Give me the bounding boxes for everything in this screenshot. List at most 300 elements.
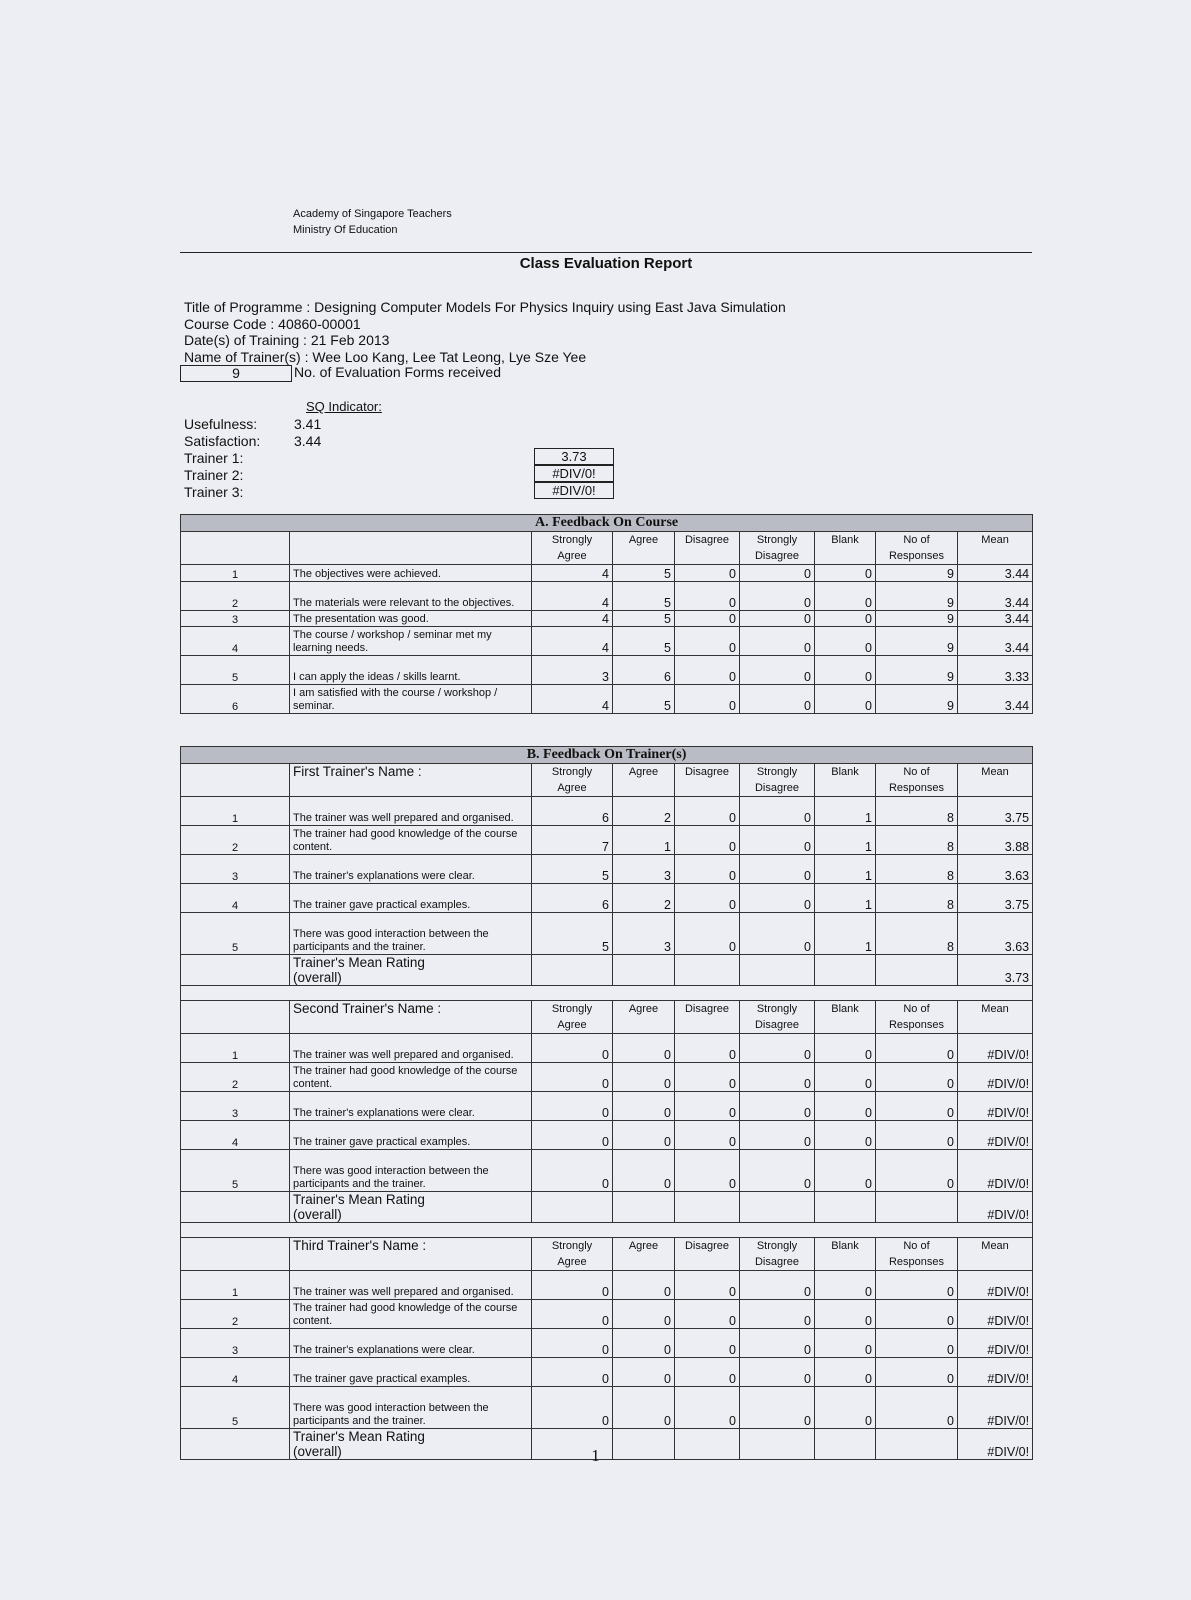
empty-cell	[740, 1192, 815, 1223]
header-divider	[180, 252, 1032, 253]
mean-rating-label-line: (overall)	[293, 1207, 342, 1222]
blank-value: 0	[815, 1150, 876, 1192]
agree-value: 0	[613, 1271, 675, 1300]
table-row	[181, 1271, 1033, 1300]
statement-cell: The objectives were achieved.	[290, 565, 532, 582]
row-number: 3	[181, 1329, 290, 1358]
mean-value: #DIV/0!	[958, 1387, 1033, 1429]
strongly-agree-value: 5	[532, 855, 613, 884]
blank-value: 0	[815, 611, 876, 627]
col-header-line: Agree	[628, 766, 659, 778]
disagree-value: 0	[675, 1329, 740, 1358]
row-number: 4	[181, 627, 290, 656]
blank-value: 0	[815, 1092, 876, 1121]
col-header-line: Responses	[888, 782, 945, 794]
strongly-agree-value: 5	[532, 913, 613, 955]
strongly-disagree-value: 0	[740, 627, 815, 656]
strongly-disagree-value: 0	[740, 685, 815, 714]
col-header-line: Blank	[831, 534, 859, 546]
strongly-disagree-value: 0	[740, 1358, 815, 1387]
trainer3-score: #DIV/0!	[534, 482, 614, 499]
row-number: 2	[181, 1300, 290, 1329]
mean-value: #DIV/0!	[958, 1300, 1033, 1329]
col-header-line: Agree	[557, 1019, 587, 1031]
mean-value: #DIV/0!	[958, 1329, 1033, 1358]
row-number: 1	[181, 797, 290, 826]
mean-value: #DIV/0!	[958, 1358, 1033, 1387]
strongly-agree-value: 0	[532, 1121, 613, 1150]
strongly-agree-value: 0	[532, 1271, 613, 1300]
third-trainer-col-header-agree	[613, 1238, 675, 1271]
blank-value: 1	[815, 826, 876, 855]
course-header-label-cell	[290, 532, 532, 565]
mean-value: #DIV/0!	[958, 1271, 1033, 1300]
mean-value: 3.44	[958, 611, 1033, 627]
agree-value: 1	[613, 826, 675, 855]
mean-value: 3.63	[958, 855, 1033, 884]
responses-value: 0	[876, 1063, 958, 1092]
mean-rating-label-line: (overall)	[293, 970, 342, 985]
usefulness-value: 3.41	[294, 416, 322, 432]
col-header-line: Disagree	[684, 1003, 730, 1015]
org-name: Academy of Singapore Teachers	[293, 208, 452, 220]
table-row	[181, 685, 1033, 714]
col-header-line: Agree	[557, 782, 587, 794]
agree-value: 0	[613, 1329, 675, 1358]
empty-cell	[815, 955, 876, 986]
third-trainer-column-header-row	[181, 1238, 1033, 1271]
agree-value: 0	[613, 1034, 675, 1063]
strongly-disagree-value: 0	[740, 797, 815, 826]
responses-value: 0	[876, 1387, 958, 1429]
disagree-value: 0	[675, 826, 740, 855]
third-trainer-header-index-cell	[181, 1238, 290, 1271]
col-header-line: Strongly	[756, 1003, 798, 1015]
statement-cell: The trainer's explanations were clear.	[290, 1329, 532, 1358]
empty-cell	[613, 955, 675, 986]
usefulness-indicator	[184, 416, 322, 432]
col-header-line: Blank	[831, 766, 859, 778]
mean-value: 3.44	[958, 565, 1033, 582]
disagree-value: 0	[675, 1271, 740, 1300]
disagree-value: 0	[675, 913, 740, 955]
table-row	[181, 913, 1033, 955]
statement-cell: The trainer gave practical examples.	[290, 1121, 532, 1150]
course-section-heading-row	[181, 515, 1033, 532]
table-row	[181, 1358, 1033, 1387]
first-trainer-col-header-mean	[958, 764, 1033, 797]
col-header-line: Disagree	[684, 1240, 730, 1252]
col-header-line: Agree	[628, 534, 659, 546]
strongly-disagree-value: 0	[740, 1271, 815, 1300]
statement-cell: The trainer was well prepared and organised.	[290, 1271, 532, 1300]
first-trainer-mean-rating-row	[181, 955, 1033, 986]
strongly-agree-value: 0	[532, 1063, 613, 1092]
agree-value: 6	[613, 656, 675, 685]
first-trainer-col-header-responses	[876, 764, 958, 797]
blank-value: 1	[815, 913, 876, 955]
statement-cell: The trainer had good knowledge of the course content.	[290, 1300, 532, 1329]
responses-value: 9	[876, 611, 958, 627]
table-row	[181, 1329, 1033, 1358]
third-trainer-col-header-disagree	[675, 1238, 740, 1271]
course-col-header-strongly-agree	[532, 532, 613, 565]
row-number: 5	[181, 656, 290, 685]
statement-cell: The trainer had good knowledge of the course content.	[290, 1063, 532, 1092]
mean-rating-index-cell	[181, 1192, 290, 1223]
blank-value: 0	[815, 627, 876, 656]
training-dates: Date(s) of Training : 21 Feb 2013	[184, 332, 390, 348]
row-number: 3	[181, 1092, 290, 1121]
col-header-line: Blank	[831, 1003, 859, 1015]
usefulness-label: Usefulness:	[184, 416, 258, 432]
table-row	[181, 611, 1033, 627]
col-header-line: Strongly	[551, 1003, 593, 1015]
blank-value: 0	[815, 685, 876, 714]
col-header-line: Blank	[831, 1240, 859, 1252]
statement-cell: The course / workshop / seminar met my learning needs.	[290, 627, 532, 656]
mean-value: #DIV/0!	[958, 1092, 1033, 1121]
disagree-value: 0	[675, 797, 740, 826]
course-col-header-strongly-disagree	[740, 532, 815, 565]
second-trainer-col-header-mean	[958, 1001, 1033, 1034]
blank-value: 0	[815, 565, 876, 582]
trainer2-label: Trainer 2:	[184, 467, 244, 483]
second-trainer-col-header-blank	[815, 1001, 876, 1034]
agree-value: 5	[613, 611, 675, 627]
mean-value: 3.63	[958, 913, 1033, 955]
col-header-line: Agree	[557, 550, 587, 562]
third-trainer-col-header-blank	[815, 1238, 876, 1271]
second-trainer-column-header-row	[181, 1001, 1033, 1034]
second-trainer-header-label-cell: Second Trainer's Name :	[290, 1001, 532, 1034]
second-trainer-overall-mean: #DIV/0!	[958, 1192, 1033, 1223]
strongly-disagree-value: 0	[740, 1063, 815, 1092]
disagree-value: 0	[675, 1387, 740, 1429]
disagree-value: 0	[675, 855, 740, 884]
second-trainer-col-header-strongly-agree	[532, 1001, 613, 1034]
agree-value: 0	[613, 1063, 675, 1092]
responses-value: 0	[876, 1092, 958, 1121]
mean-value: 3.88	[958, 826, 1033, 855]
row-number: 3	[181, 611, 290, 627]
statement-cell: The trainer gave practical examples.	[290, 884, 532, 913]
strongly-agree-value: 4	[532, 627, 613, 656]
blank-value: 1	[815, 884, 876, 913]
responses-value: 0	[876, 1329, 958, 1358]
agree-value: 3	[613, 855, 675, 884]
trainer-section-heading-row	[181, 747, 1033, 764]
col-header-line: Disagree	[754, 550, 800, 562]
blank-value: 0	[815, 1329, 876, 1358]
first-trainer-col-header-strongly-disagree	[740, 764, 815, 797]
blank-value: 0	[815, 1358, 876, 1387]
table-row	[181, 1063, 1033, 1092]
strongly-agree-value: 4	[532, 582, 613, 611]
spacer-cell	[181, 986, 1033, 1001]
first-trainer-col-header-agree	[613, 764, 675, 797]
strongly-agree-value: 4	[532, 611, 613, 627]
responses-value: 8	[876, 797, 958, 826]
statement-cell: There was good interaction between the participants and the trainer.	[290, 1150, 532, 1192]
statement-cell: There was good interaction between the participants and the trainer.	[290, 1387, 532, 1429]
responses-value: 9	[876, 582, 958, 611]
forms-count-box: 9	[180, 365, 292, 382]
row-number: 1	[181, 1271, 290, 1300]
strongly-agree-value: 6	[532, 884, 613, 913]
responses-value: 8	[876, 913, 958, 955]
col-header-line: Mean	[981, 1003, 1009, 1015]
responses-value: 0	[876, 1358, 958, 1387]
strongly-agree-value: 3	[532, 656, 613, 685]
third-trainer-header-label-cell: Third Trainer's Name :	[290, 1238, 532, 1271]
mean-value: 3.44	[958, 582, 1033, 611]
third-trainer-col-header-mean	[958, 1238, 1033, 1271]
mean-rating-label	[290, 955, 532, 986]
trainer1-label: Trainer 1:	[184, 450, 244, 466]
table-row	[181, 1034, 1033, 1063]
mean-rating-label-line: Trainer's Mean Rating	[293, 1429, 425, 1444]
sq-indicator-heading: SQ Indicator:	[306, 399, 382, 414]
agree-value: 0	[613, 1358, 675, 1387]
table-row	[181, 582, 1033, 611]
row-number: 4	[181, 1358, 290, 1387]
table-row	[181, 797, 1033, 826]
agree-value: 2	[613, 797, 675, 826]
row-number: 6	[181, 685, 290, 714]
programme-details	[184, 299, 786, 365]
responses-value: 0	[876, 1271, 958, 1300]
disagree-value: 0	[675, 1063, 740, 1092]
organisation-header	[293, 206, 452, 238]
table-row	[181, 565, 1033, 582]
mean-rating-label-line: Trainer's Mean Rating	[293, 1192, 425, 1207]
col-header-line: Strongly	[551, 534, 593, 546]
second-trainer-col-header-disagree	[675, 1001, 740, 1034]
report-title: Class Evaluation Report	[519, 255, 693, 272]
col-header-line: Disagree	[754, 1019, 800, 1031]
agree-value: 0	[613, 1387, 675, 1429]
trainer1-score: 3.73	[534, 448, 614, 465]
strongly-agree-value: 0	[532, 1387, 613, 1429]
second-trainer-col-header-strongly-disagree	[740, 1001, 815, 1034]
col-header-line: Agree	[557, 1256, 587, 1268]
strongly-disagree-value: 0	[740, 582, 815, 611]
blank-value: 0	[815, 1387, 876, 1429]
strongly-agree-value: 0	[532, 1150, 613, 1192]
disagree-value: 0	[675, 611, 740, 627]
statement-cell: The presentation was good.	[290, 611, 532, 627]
strongly-agree-value: 0	[532, 1300, 613, 1329]
strongly-disagree-value: 0	[740, 855, 815, 884]
course-col-header-responses	[876, 532, 958, 565]
col-header-line: No of	[903, 766, 930, 778]
responses-value: 9	[876, 685, 958, 714]
agree-value: 0	[613, 1092, 675, 1121]
table-row	[181, 1121, 1033, 1150]
first-trainer-col-header-blank	[815, 764, 876, 797]
blank-value: 0	[815, 582, 876, 611]
col-header-line: Agree	[628, 1003, 659, 1015]
table-row	[181, 627, 1033, 656]
statement-cell: The trainer was well prepared and organised.	[290, 797, 532, 826]
trainer-feedback-table	[180, 746, 1033, 1460]
strongly-disagree-value: 0	[740, 884, 815, 913]
disagree-value: 0	[675, 1092, 740, 1121]
mean-rating-label-line: Trainer's Mean Rating	[293, 955, 425, 970]
col-header-line: Strongly	[551, 766, 593, 778]
strongly-disagree-value: 0	[740, 1121, 815, 1150]
row-number: 1	[181, 565, 290, 582]
responses-value: 9	[876, 565, 958, 582]
col-header-line: Strongly	[756, 766, 798, 778]
disagree-value: 0	[675, 582, 740, 611]
empty-cell	[876, 1192, 958, 1223]
strongly-agree-value: 0	[532, 1092, 613, 1121]
third-trainer-overall-mean: #DIV/0!	[958, 1429, 1033, 1460]
mean-rating-index-cell	[181, 955, 290, 986]
statement-cell: I am satisfied with the course / workshop / seminar.	[290, 685, 532, 714]
empty-cell	[532, 955, 613, 986]
course-column-header-row	[181, 532, 1033, 565]
strongly-agree-value: 0	[532, 1329, 613, 1358]
disagree-value: 0	[675, 627, 740, 656]
row-number: 4	[181, 1121, 290, 1150]
col-header-line: Agree	[628, 1240, 659, 1252]
forms-count-label: No. of Evaluation Forms received	[294, 364, 501, 380]
agree-value: 0	[613, 1150, 675, 1192]
disagree-value: 0	[675, 656, 740, 685]
strongly-disagree-value: 0	[740, 565, 815, 582]
strongly-agree-value: 4	[532, 565, 613, 582]
statement-cell: The materials were relevant to the objectives.	[290, 582, 532, 611]
disagree-value: 0	[675, 565, 740, 582]
statement-cell: The trainer was well prepared and organised.	[290, 1034, 532, 1063]
satisfaction-value: 3.44	[294, 433, 322, 449]
blank-value: 0	[815, 1271, 876, 1300]
trainer3-label: Trainer 3:	[184, 484, 244, 500]
table-row	[181, 1300, 1033, 1329]
agree-value: 5	[613, 565, 675, 582]
col-header-line: Mean	[981, 1240, 1009, 1252]
agree-value: 0	[613, 1121, 675, 1150]
disagree-value: 0	[675, 1300, 740, 1329]
agree-value: 3	[613, 913, 675, 955]
third-trainer-col-header-strongly-disagree	[740, 1238, 815, 1271]
second-trainer-mean-rating-row	[181, 1192, 1033, 1223]
col-header-line: Disagree	[684, 534, 730, 546]
third-trainer-col-header-strongly-agree	[532, 1238, 613, 1271]
mean-value: 3.75	[958, 884, 1033, 913]
col-header-line: Strongly	[756, 534, 798, 546]
empty-cell	[532, 1192, 613, 1223]
strongly-agree-value: 0	[532, 1034, 613, 1063]
row-number: 5	[181, 913, 290, 955]
col-header-line: Disagree	[754, 782, 800, 794]
mean-value: #DIV/0!	[958, 1121, 1033, 1150]
mean-value: #DIV/0!	[958, 1034, 1033, 1063]
col-header-line: Disagree	[684, 766, 730, 778]
first-trainer-header-index-cell	[181, 764, 290, 797]
table-row	[181, 656, 1033, 685]
strongly-disagree-value: 0	[740, 913, 815, 955]
satisfaction-label: Satisfaction:	[184, 433, 261, 449]
spacer-cell	[181, 1223, 1033, 1238]
course-col-header-agree	[613, 532, 675, 565]
strongly-agree-value: 0	[532, 1358, 613, 1387]
statement-cell: The trainer had good knowledge of the course content.	[290, 826, 532, 855]
strongly-disagree-value: 0	[740, 1329, 815, 1358]
blank-value: 0	[815, 1063, 876, 1092]
responses-value: 8	[876, 884, 958, 913]
col-header-line: Responses	[888, 1256, 945, 1268]
empty-cell	[613, 1192, 675, 1223]
ministry-name: Ministry Of Education	[293, 224, 398, 236]
agree-value: 5	[613, 685, 675, 714]
mean-value: 3.44	[958, 627, 1033, 656]
mean-value: 3.75	[958, 797, 1033, 826]
table-row	[181, 1150, 1033, 1192]
page-number: 1	[591, 1446, 600, 1465]
mean-value: #DIV/0!	[958, 1063, 1033, 1092]
strongly-disagree-value: 0	[740, 1387, 815, 1429]
empty-cell	[675, 1192, 740, 1223]
second-trainer-col-header-responses	[876, 1001, 958, 1034]
col-header-line: Disagree	[754, 1256, 800, 1268]
strongly-disagree-value: 0	[740, 1092, 815, 1121]
col-header-line: Mean	[981, 534, 1009, 546]
mean-value: 3.44	[958, 685, 1033, 714]
blank-value: 1	[815, 797, 876, 826]
disagree-value: 0	[675, 1121, 740, 1150]
strongly-agree-value: 7	[532, 826, 613, 855]
first-trainer-header-label-cell: First Trainer's Name :	[290, 764, 532, 797]
strongly-disagree-value: 0	[740, 611, 815, 627]
blank-value: 1	[815, 855, 876, 884]
agree-value: 2	[613, 884, 675, 913]
agree-value: 5	[613, 627, 675, 656]
trainer-section-heading: B. Feedback On Trainer(s)	[181, 747, 1033, 764]
first-trainer-overall-mean: 3.73	[958, 955, 1033, 986]
strongly-disagree-value: 0	[740, 1300, 815, 1329]
empty-cell	[740, 955, 815, 986]
blank-value: 0	[815, 1300, 876, 1329]
mean-rating-label-line: (overall)	[293, 1444, 342, 1459]
col-header-line: Responses	[888, 550, 945, 562]
statement-cell: There was good interaction between the participants and the trainer.	[290, 913, 532, 955]
row-number: 5	[181, 1387, 290, 1429]
course-header-index-cell	[181, 532, 290, 565]
row-number: 4	[181, 884, 290, 913]
trainer2-score: #DIV/0!	[534, 465, 614, 482]
disagree-value: 0	[675, 1150, 740, 1192]
spacer-row	[181, 986, 1033, 1001]
strongly-disagree-value: 0	[740, 826, 815, 855]
row-number: 5	[181, 1150, 290, 1192]
responses-value: 8	[876, 826, 958, 855]
mean-value: 3.33	[958, 656, 1033, 685]
empty-cell	[675, 955, 740, 986]
table-row	[181, 1092, 1033, 1121]
table-row	[181, 826, 1033, 855]
second-trainer-header-index-cell	[181, 1001, 290, 1034]
second-trainer-col-header-agree	[613, 1001, 675, 1034]
blank-value: 0	[815, 656, 876, 685]
col-header-line: Responses	[888, 1019, 945, 1031]
statement-cell: The trainer gave practical examples.	[290, 1358, 532, 1387]
course-col-header-blank	[815, 532, 876, 565]
row-number: 2	[181, 1063, 290, 1092]
